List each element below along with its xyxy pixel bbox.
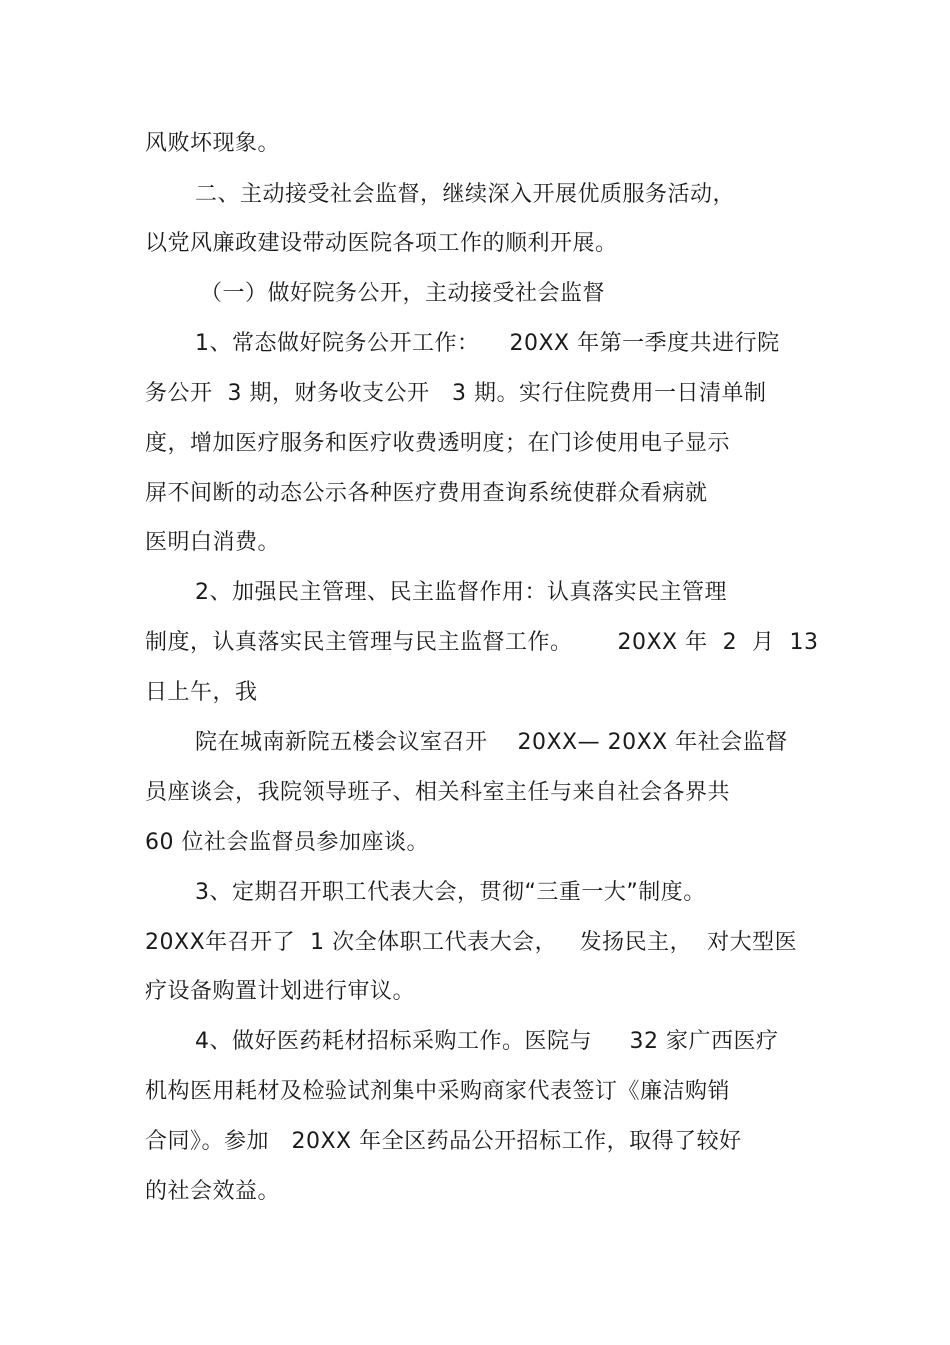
text-line: 机构医用耗材及检验试剂集中采购商家代表签订《廉洁购销 — [145, 1079, 731, 1104]
text-line: 度，增加医疗服务和医疗收费透明度；在门诊使用电子显示 — [145, 431, 731, 456]
text-line: 屏不间断的动态公示各种医疗费用查询系统使群众看病就 — [145, 481, 708, 506]
text-line: 务公开 3 期，财务收支公开 3 期。实行住院费用一日清单制 — [145, 381, 767, 406]
text-line: 合同》。参加 20XX 年全区药品公开招标工作，取得了较好 — [145, 1129, 742, 1154]
text-line: 制度，认真落实民主管理与民主监督工作。 20XX 年 2 月 13 — [145, 630, 819, 655]
paragraph-start: 3、定期召开职工代表大会，贯彻“三重一大”制度。 — [195, 880, 706, 905]
paragraph-start: 1、常态做好院务公开工作： 20XX 年第一季度共进行院 — [195, 331, 780, 356]
paragraph-start: 4、做好医药耗材招标采购工作。医院与 32 家广西医疗 — [195, 1029, 779, 1054]
text-line: 院在城南新院五楼会议室召开 20XX— 20XX 年社会监督 — [195, 730, 788, 755]
text-line: 日上午，我 — [145, 680, 258, 705]
section-heading: 二、主动接受社会监督，继续深入开展优质服务活动， — [195, 182, 736, 207]
text-line: 的社会效益。 — [145, 1179, 281, 1204]
text-line: 员座谈会，我院领导班子、相关科室主任与来自社会各界共 — [145, 780, 731, 805]
text-line: 医明白消费。 — [145, 530, 281, 555]
text-line: 60 位社会监督员参加座谈。 — [145, 830, 429, 855]
text-line: 风败坏现象。 — [145, 131, 281, 156]
text-line: 疗设备购置计划进行审议。 — [145, 979, 416, 1004]
text-line: 以党风廉政建设带动医院各项工作的顺利开展。 — [145, 231, 618, 256]
subsection-heading: （一）做好院务公开，主动接受社会监督 — [200, 281, 606, 306]
paragraph-start: 2、加强民主管理、民主监督作用：认真落实民主管理 — [195, 580, 727, 605]
text-line: 20XX年召开了 1 次全体职工代表大会， 发扬民主， 对大型医 — [145, 930, 798, 955]
